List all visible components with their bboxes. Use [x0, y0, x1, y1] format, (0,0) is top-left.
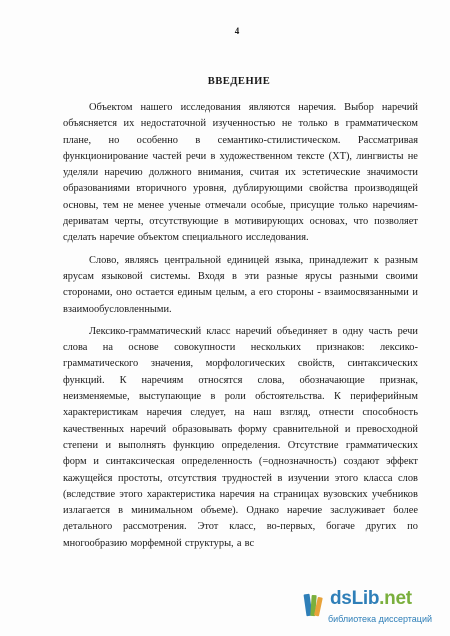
word: объектом — [137, 232, 179, 244]
word: вс — [244, 537, 255, 549]
word: но — [108, 134, 120, 146]
word: оно — [116, 287, 133, 299]
word: а — [236, 537, 242, 549]
word: их — [123, 118, 135, 130]
text-line — [63, 198, 418, 214]
word: эстетические — [302, 167, 361, 179]
text-line — [63, 302, 418, 318]
word: в — [224, 216, 229, 228]
word: взаимообусловленными. — [63, 303, 172, 315]
word: эффект — [386, 456, 418, 468]
word: определения. — [221, 439, 281, 451]
word: выступающие — [138, 391, 202, 403]
word: нескольких — [250, 342, 302, 354]
word: объеме). — [200, 505, 239, 517]
watermark-brand-name: dsLib — [330, 588, 380, 609]
word: мотивирующих — [234, 216, 304, 228]
word: форму — [238, 423, 267, 435]
text-line — [63, 181, 418, 197]
word: выполнять — [118, 439, 166, 451]
word: наречий — [130, 423, 167, 435]
word: сделать — [63, 232, 97, 244]
word: речи — [397, 325, 418, 337]
word: дублирующими — [232, 183, 303, 195]
word: синтаксическая — [105, 456, 175, 468]
stacked-books-icon — [302, 592, 324, 618]
word: обстоятельства. — [255, 391, 325, 403]
word: слова, — [257, 374, 285, 386]
word: в — [118, 505, 124, 517]
word: языка, — [275, 254, 304, 266]
word: его — [259, 287, 273, 299]
word: богаче — [326, 521, 355, 533]
word: слов — [398, 472, 418, 484]
word: семантико-стилистическом. — [217, 134, 341, 146]
text-line — [63, 285, 418, 301]
word: класс — [206, 325, 231, 337]
word: и — [344, 423, 351, 435]
section-heading: ВВЕДЕНИЕ — [207, 76, 271, 87]
word: неизменяемые, — [63, 391, 130, 403]
word: в — [332, 325, 338, 337]
word: грамматического — [63, 358, 139, 370]
word: морфологических — [205, 358, 286, 370]
word: функцию — [173, 439, 215, 451]
word: Рассматривая — [357, 134, 418, 146]
word: Однако — [246, 505, 279, 517]
word: речи — [185, 150, 207, 162]
word: особые, — [250, 199, 286, 211]
word: системы. — [150, 270, 191, 282]
word: периферийным — [350, 391, 418, 403]
text-line — [63, 503, 418, 519]
text-line — [63, 116, 418, 132]
word: не — [123, 199, 134, 211]
word: их — [285, 167, 296, 179]
word: определенность — [181, 456, 253, 468]
word: являются — [248, 102, 291, 113]
watermark — [302, 590, 442, 630]
word: роли — [224, 391, 246, 403]
word: что — [353, 216, 369, 228]
word: наречие — [287, 505, 323, 517]
watermark-brand-suffix: .net — [379, 588, 412, 609]
word: разным — [384, 254, 418, 266]
word: единицей — [227, 254, 270, 266]
text-line — [63, 324, 418, 340]
word: объясняется — [63, 118, 117, 130]
word: (вследствие — [63, 488, 116, 500]
word: по — [407, 521, 418, 533]
word: только — [298, 118, 328, 130]
text-line — [63, 356, 418, 372]
word: наречиям- — [372, 199, 418, 211]
text-line — [63, 340, 418, 356]
word: простоты, — [118, 472, 163, 484]
word: не — [281, 118, 293, 130]
word: Объектом — [89, 102, 133, 113]
word: ярусы — [305, 270, 332, 282]
word: не — [407, 150, 418, 162]
word: морфемной — [130, 537, 182, 549]
word: более — [393, 505, 418, 517]
word: недостаточной — [140, 118, 207, 130]
word: центральной — [164, 254, 222, 266]
word: излагается — [63, 505, 111, 517]
word: способность — [362, 407, 418, 419]
word: ученые — [168, 199, 201, 211]
word: к — [373, 254, 379, 266]
page-number: 4 — [234, 26, 240, 36]
word: Этот — [197, 521, 219, 533]
text-line — [63, 487, 418, 503]
word: тексте — [296, 150, 325, 162]
word: основы, — [63, 199, 99, 211]
text-line — [63, 536, 418, 552]
word: грамматическом — [345, 118, 418, 130]
word: ярусам — [63, 270, 94, 282]
word: уделяли — [63, 167, 99, 179]
word: синтаксических — [347, 358, 418, 370]
word: целым, — [215, 287, 248, 299]
word: считая — [249, 167, 279, 179]
word: отсутствующие — [149, 216, 219, 228]
word: черты, — [114, 216, 144, 228]
word: отмечали — [205, 199, 247, 211]
word: совокупности — [174, 342, 236, 354]
word: только — [338, 199, 369, 211]
word: взгляд, — [279, 407, 311, 419]
word: в — [195, 134, 201, 146]
word: образовывать — [172, 423, 233, 435]
word: в — [232, 270, 237, 282]
document-body — [63, 100, 418, 552]
word: этого — [119, 488, 143, 500]
word: (=однозначность) — [258, 456, 337, 468]
word: своими — [385, 270, 418, 282]
text-line — [63, 438, 418, 454]
word: К — [333, 391, 341, 403]
word: характеристика — [146, 488, 216, 500]
word: в — [210, 150, 216, 162]
text-line — [63, 422, 418, 438]
word: Входя — [197, 270, 225, 282]
word: художественном — [219, 150, 293, 162]
word: слова — [63, 342, 88, 354]
word: одну — [342, 325, 364, 337]
word: отсутствия — [168, 472, 217, 484]
text-line — [63, 100, 418, 116]
word: присущие — [290, 199, 335, 211]
word: форм — [63, 456, 87, 468]
word: учебников — [371, 488, 418, 500]
word: на — [259, 488, 270, 500]
word: принадлежит — [309, 254, 368, 266]
word: наречие — [99, 232, 135, 244]
word: характеристикам — [63, 407, 139, 419]
word: Лексико-грамматический — [89, 325, 202, 337]
word: Отсутствие — [287, 439, 339, 451]
word: разные — [266, 270, 298, 282]
watermark-subtitle: библиотека диссертаций — [328, 614, 433, 624]
word: создают — [343, 456, 380, 468]
word: минимальном — [131, 505, 193, 517]
word: основе — [128, 342, 159, 354]
word: частей — [152, 150, 182, 162]
word: взаимосвязанными — [324, 287, 409, 299]
word: единым — [177, 287, 212, 299]
word: на — [234, 407, 245, 419]
word: кажущейся — [63, 472, 113, 484]
word: значения, — [150, 358, 194, 370]
word: производящей — [354, 183, 418, 195]
word: разными — [339, 270, 379, 282]
text-line — [63, 405, 418, 421]
word: класса — [363, 472, 393, 484]
word: структуры, — [184, 537, 234, 549]
word: значимости — [366, 167, 418, 179]
word: этого — [334, 472, 359, 484]
text-line — [63, 230, 418, 246]
text-line — [63, 133, 418, 149]
watermark-brand — [330, 588, 412, 610]
word: лингвисты — [356, 150, 404, 162]
word: качественных — [63, 423, 125, 435]
word: позволяет — [374, 216, 418, 228]
word: внимания, — [197, 167, 244, 179]
word: свойства — [309, 183, 348, 195]
text-line — [63, 269, 418, 285]
word: сторонами, — [63, 287, 113, 299]
word: уровня, — [193, 183, 227, 195]
word: относятся — [198, 374, 243, 386]
word: плане, — [63, 134, 92, 146]
word: тем — [102, 199, 119, 211]
text-line — [63, 373, 418, 389]
text-line — [63, 389, 418, 405]
word: трудностей — [222, 472, 272, 484]
word: наречий — [235, 325, 272, 337]
text-line — [63, 149, 418, 165]
word: признак, — [379, 374, 418, 386]
word: Выбор — [344, 102, 374, 113]
word: дериватам — [63, 216, 109, 228]
word: наречию — [104, 167, 143, 179]
word: исследования — [180, 102, 241, 113]
word: нашего — [140, 102, 173, 113]
word: следует, — [190, 407, 227, 419]
word: К — [119, 374, 127, 386]
word: являясь — [124, 254, 159, 266]
word: основах, — [309, 216, 348, 228]
word: страницах — [273, 488, 320, 500]
word: менее — [137, 199, 164, 211]
word: стороны — [276, 287, 314, 299]
word: во-первых, — [266, 521, 316, 533]
word: остается — [135, 287, 174, 299]
word: наречия — [146, 407, 182, 419]
word: исследования. — [245, 232, 309, 244]
word: часть — [368, 325, 393, 337]
word: (ХТ), — [328, 150, 353, 162]
word: Слово, — [89, 254, 119, 266]
word: особенно — [136, 134, 178, 146]
word: наречия — [219, 488, 255, 500]
text-line — [63, 454, 418, 470]
word: отнести — [319, 407, 354, 419]
paragraph — [63, 324, 418, 552]
word: эти — [244, 270, 260, 282]
word: специального — [182, 232, 243, 244]
word: образованиями — [63, 183, 130, 195]
word: функций. — [63, 374, 105, 386]
word: других — [365, 521, 397, 533]
word: и — [105, 439, 112, 451]
word: вторичного — [136, 183, 187, 195]
text-line — [63, 471, 418, 487]
text-line — [63, 214, 418, 230]
word: свойств, — [297, 358, 335, 370]
word: превосходной — [356, 423, 418, 435]
word: в — [277, 472, 283, 484]
word: заслуживает — [330, 505, 386, 517]
word: наречиям — [141, 374, 184, 386]
paragraph — [63, 253, 418, 318]
word: в — [210, 391, 216, 403]
word: детального — [63, 521, 113, 533]
word: изученностью — [212, 118, 276, 130]
word: изучении — [288, 472, 330, 484]
word: класс, — [229, 521, 256, 533]
word: и — [412, 287, 418, 299]
word: сравнительной — [272, 423, 339, 435]
word: объединяет — [276, 325, 328, 337]
word: наш — [253, 407, 272, 419]
word: лексико- — [379, 342, 418, 354]
word: должного — [148, 167, 192, 179]
word: грамматических — [345, 439, 418, 451]
word: наречия. — [298, 102, 337, 113]
word: языковой — [101, 270, 143, 282]
text-line — [63, 253, 418, 269]
word: функционирование — [63, 150, 149, 162]
word: и — [93, 456, 99, 468]
text-line — [63, 519, 418, 535]
word: рассмотрения. — [123, 521, 187, 533]
word: наречий — [381, 102, 418, 113]
word: а — [250, 287, 256, 299]
word: признаков: — [316, 342, 365, 354]
word: обозначающие — [299, 374, 365, 386]
word: степени — [63, 439, 99, 451]
word: - — [317, 287, 321, 299]
word: многообразию — [63, 537, 128, 549]
word: в — [334, 118, 340, 130]
text-line — [63, 165, 418, 181]
word: вузовских — [323, 488, 368, 500]
paragraph — [63, 100, 418, 247]
word: на — [102, 342, 113, 354]
